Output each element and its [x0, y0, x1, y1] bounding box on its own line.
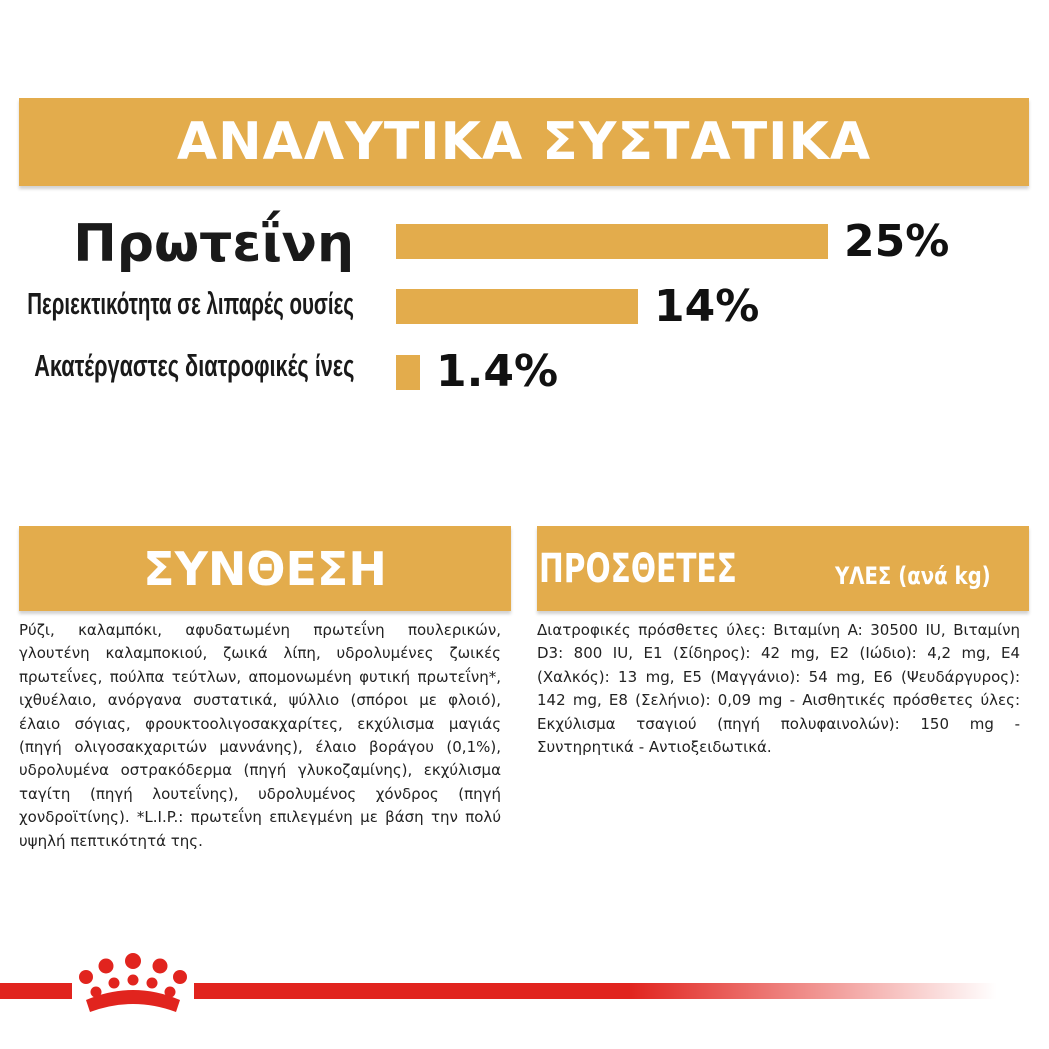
composition-title: ΣΥΝΘΕΣΗ: [143, 541, 387, 596]
bar-protein: [396, 224, 828, 259]
composition-text: Ρύζι, καλαμπόκι, αφυδατωμένη πρωτεΐνη πουλερικών, γλουτένη καλαμποκιού, ζωικά λίπη, υδρολυμένες ζωικές πρωτεΐνες, πούλπα τεύτλων, απομονωμένη φυτική πρωτεΐνη*, ιχθυέλαιο, ανόργανα συστατικά, ψύλλιο (σπόροι με φλοιό), έλαιο σόγιας, φρουκτοολιγοσακχαρίτες, εκχύλισμα μαγιάς (πηγή ολιγοσακχαριτών μαννάνης), έλαιο βοράγου (0,1%), υδρολυμένα οστρακόδερμα (πηγή γλυκοζαμίνης), εκχύλισμα ταγίτη (πηγή λουτεΐνης), υδρολυμένος χόνδρος (πηγή χονδροϊτίνης). *L.I.P.: πρωτεΐνη επιλεγμένη με βάση την πολύ υψηλή πεπτικότητά της.: [19, 621, 501, 850]
analytics-title: ΑΝΑΛΥΤΙΚΑ ΣΥΣΤΑΤΙΚΑ: [176, 112, 872, 172]
analytics-banner: [19, 98, 1029, 186]
additives-title: ΠΡΟΣΘΕΤΕΣ: [539, 545, 737, 592]
royal-canin-crown-icon: [72, 950, 194, 1022]
additives-subtitle: ΥΛΕΣ (ανά kg): [835, 562, 991, 590]
bar-fiber: [396, 355, 420, 390]
value-label-fat: 14%: [654, 281, 760, 332]
bar-fat: [396, 289, 638, 324]
additives-text: Διατροφικές πρόσθετες ύλες: Βιταμίνη A: 30500 IU, Βιταμίνη D3: 800 IU, E1 (Σίδηρος): 42 mg, E2 (Ιώδιο): 4,2 mg, E4 (Χαλκός): 13 mg, E5 (Μαγγάνιο): 54 mg, E6 (Ψευδάργυρος): 142 mg, E8 (Σελήνιο): 0,09 mg - Αισθητικές πρόσθετες ύλες: Εκχύλισμα τσαγιού (πηγή πολυφαινολών): 150 mg - Συντηρητικά - Αντιοξειδωτικά.: [537, 621, 1020, 757]
composition-banner: [19, 526, 511, 611]
bar-label-fat: Περιεκτικότητα σε λιπαρές ουσίες: [27, 286, 354, 321]
value-label-fiber: 1.4%: [436, 346, 559, 397]
bar-label-protein: Πρωτεΐνη: [73, 214, 354, 274]
additives-banner: [537, 526, 1029, 611]
bar-label-fiber: Ακατέργαστες διατροφικές ίνες: [33, 348, 354, 383]
value-label-protein: 25%: [844, 216, 950, 267]
